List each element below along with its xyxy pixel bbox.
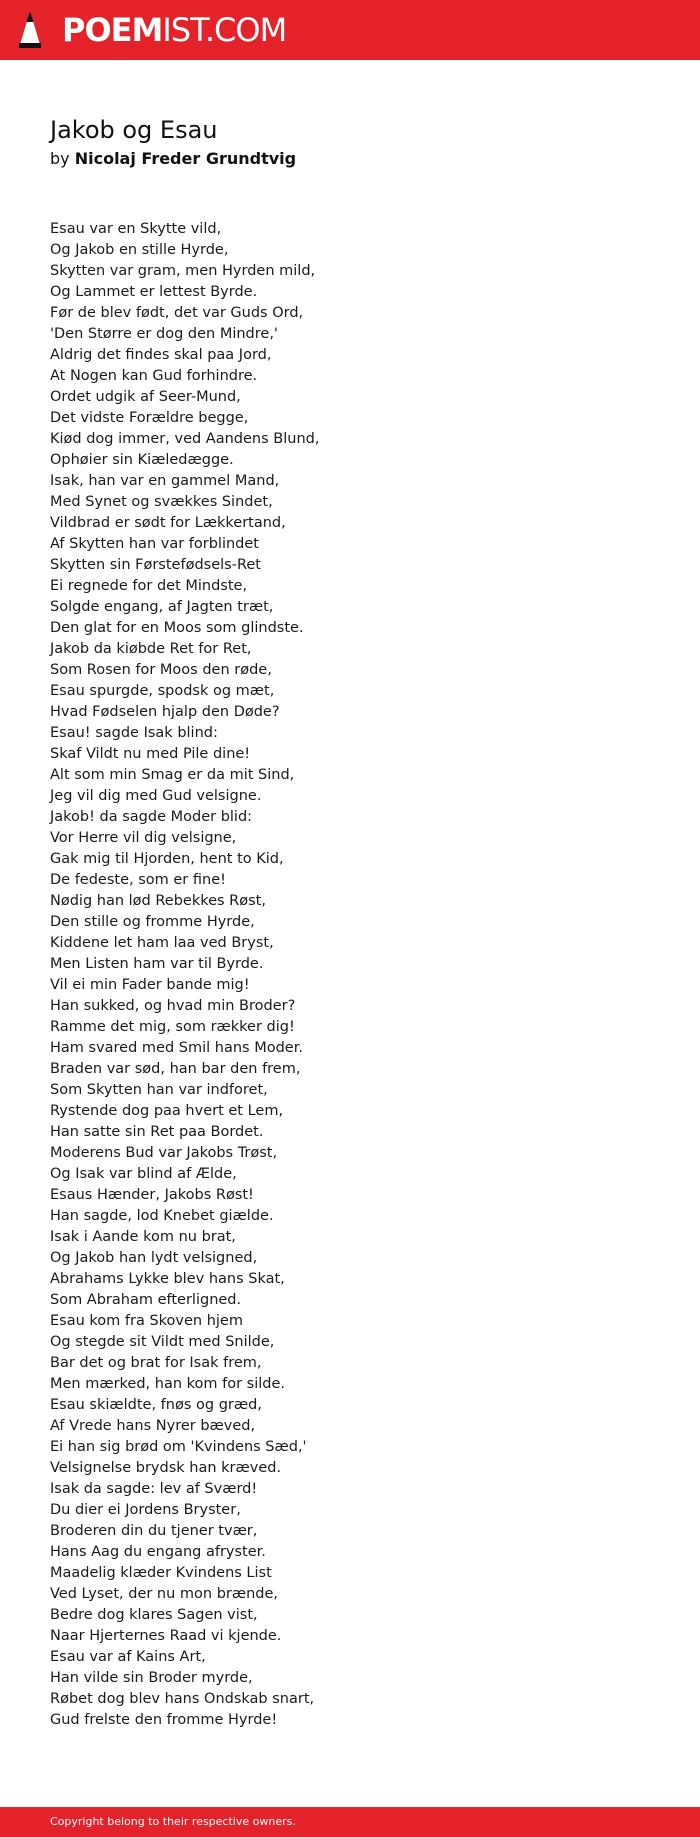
byline-label: by bbox=[50, 149, 70, 168]
poem-line: Esau var af Kains Art, bbox=[50, 1649, 206, 1665]
poem-title: Jakob og Esau bbox=[50, 116, 218, 144]
poem-line: Kiddene let ham laa ved Bryst, bbox=[50, 935, 274, 951]
poem-byline bbox=[50, 148, 296, 170]
poem-body bbox=[50, 219, 650, 1731]
poem-line: Vil ei min Fader bande mig! bbox=[50, 977, 250, 993]
poem-line: Det vidste Forældre begge, bbox=[50, 410, 249, 426]
poem-line: Isak i Aande kom nu brat, bbox=[50, 1229, 236, 1245]
poem-line: Bedre dog klares Sagen vist, bbox=[50, 1607, 258, 1623]
poem-line: Af Vrede hans Nyrer bæved, bbox=[50, 1418, 256, 1434]
poem-line: Ved Lyset, der nu mon brænde, bbox=[50, 1586, 279, 1602]
poem-line: Som Abraham efterligned. bbox=[50, 1292, 242, 1308]
poem-line: Med Synet og svækkes Sindet, bbox=[50, 494, 273, 510]
poem-line: Esau var en Skytte vild, bbox=[50, 221, 222, 237]
poem-line: Esau! sagde Isak blind: bbox=[50, 725, 218, 741]
poem-line: Braden var sød, han bar den frem, bbox=[50, 1061, 301, 1077]
poem-line: Som Rosen for Moos den røde, bbox=[50, 662, 272, 678]
poem-line: Skaf Vildt nu med Pile dine! bbox=[50, 746, 251, 762]
poem-line: De fedeste, som er fine! bbox=[50, 872, 226, 888]
site-footer bbox=[0, 1807, 700, 1837]
poem-line: Isak da sagde: lev af Sværd! bbox=[50, 1481, 258, 1497]
poem-line: Gud frelste den fromme Hyrde! bbox=[50, 1712, 278, 1728]
poem-line: Han satte sin Ret paa Bordet. bbox=[50, 1124, 264, 1140]
poem-line: Men Listen ham var til Byrde. bbox=[50, 956, 264, 972]
poem-line: Esaus Hænder, Jakobs Røst! bbox=[50, 1187, 254, 1203]
poem-line: Aldrig det findes skal paa Jord, bbox=[50, 347, 272, 363]
poem-line: Og Jakob han lydt velsigned, bbox=[50, 1250, 258, 1266]
poem-line: Bar det og brat for Isak frem, bbox=[50, 1355, 262, 1371]
poem-line: Du dier ei Jordens Bryster, bbox=[50, 1502, 241, 1518]
poem-line: Isak, han var en gammel Mand, bbox=[50, 473, 280, 489]
poem-line: Skytten var gram, men Hyrden mild, bbox=[50, 263, 316, 279]
poem-line: Naar Hjerternes Raad vi kjende. bbox=[50, 1628, 282, 1644]
poem-line: Maadelig klæder Kvindens List bbox=[50, 1565, 272, 1581]
poem-line: Og Isak var blind af Ælde, bbox=[50, 1166, 237, 1182]
poem-line: Han sukked, og hvad min Broder? bbox=[50, 998, 296, 1014]
poem-line: Han sagde, lod Knebet giælde. bbox=[50, 1208, 274, 1224]
poem-line: Hans Aag du engang afryster. bbox=[50, 1544, 266, 1560]
logo-text-strong: POEM bbox=[62, 11, 163, 49]
poem-line: Moderens Bud var Jakobs Trøst, bbox=[50, 1145, 278, 1161]
poem-line: Esau skiældte, fnøs og græd, bbox=[50, 1397, 262, 1413]
site-logo-text bbox=[62, 10, 286, 50]
poem-line: Hvad Fødselen hjalp den Døde? bbox=[50, 704, 280, 720]
poem-line: Ham svared med Smil hans Moder. bbox=[50, 1040, 303, 1056]
poem-line: Kiød dog immer, ved Aandens Blund, bbox=[50, 431, 320, 447]
poem-line: Jakob! da sagde Moder blid: bbox=[50, 809, 253, 825]
poem-line: Ramme det mig, som rækker dig! bbox=[50, 1019, 295, 1035]
poem-author: Nicolaj Freder Grundtvig bbox=[74, 149, 297, 168]
poem-line: Rystende dog paa hvert et Lem, bbox=[50, 1103, 284, 1119]
footer-copyright: Copyright belong to their respective owners. bbox=[50, 1815, 296, 1828]
poem-line: Nødig han lød Rebekkes Røst, bbox=[50, 893, 266, 909]
poem-line: Ei regnede for det Mindste, bbox=[50, 578, 248, 594]
poem-line: Men mærked, han kom for silde. bbox=[50, 1376, 286, 1392]
poem-line: Vor Herre vil dig velsigne, bbox=[50, 830, 237, 846]
poem-line: Før de blev født, det var Guds Ord, bbox=[50, 305, 304, 321]
poem-line: Og stegde sit Vildt med Snilde, bbox=[50, 1334, 275, 1350]
poem-line: Jeg vil dig med Gud velsigne. bbox=[50, 788, 262, 804]
poem-line: Og Lammet er lettest Byrde. bbox=[50, 284, 258, 300]
poem-line: 'Den Større er dog den Mindre,' bbox=[50, 326, 278, 342]
poem-line: Han vilde sin Broder myrde, bbox=[50, 1670, 253, 1686]
pencil-tip-icon bbox=[18, 10, 42, 50]
poem-line: Som Skytten han var indforet, bbox=[50, 1082, 268, 1098]
poem-line: Af Skytten han var forblindet bbox=[50, 536, 259, 552]
poem-line: Solgde engang, af Jagten træt, bbox=[50, 599, 274, 615]
poem-line: Den stille og fromme Hyrde, bbox=[50, 914, 255, 930]
poem-line: Ei han sig brød om 'Kvindens Sæd,' bbox=[50, 1439, 307, 1455]
poem-line: Ordet udgik af Seer-Mund, bbox=[50, 389, 241, 405]
poem-line: At Nogen kan Gud forhindre. bbox=[50, 368, 258, 384]
poem-line: Broderen din du tjener tvær, bbox=[50, 1523, 258, 1539]
site-header bbox=[0, 0, 700, 60]
poem-line: Den glat for en Moos som glindste. bbox=[50, 620, 304, 636]
poem-line: Gak mig til Hjorden, hent to Kid, bbox=[50, 851, 284, 867]
logo-text-light: IST.COM bbox=[162, 11, 287, 49]
poem-line: Alt som min Smag er da mit Sind, bbox=[50, 767, 295, 783]
poem-line: Ophøier sin Kiæledægge. bbox=[50, 452, 234, 468]
poem-line: Velsignelse brydsk han kræved. bbox=[50, 1460, 282, 1476]
poem-line: Og Jakob en stille Hyrde, bbox=[50, 242, 229, 258]
poem-line: Esau kom fra Skoven hjem bbox=[50, 1313, 243, 1329]
poem-line: Skytten sin Førstefødsels-Ret bbox=[50, 557, 261, 573]
poem-line: Jakob da kiøbde Ret for Ret, bbox=[50, 641, 252, 657]
site-logo-link[interactable] bbox=[18, 10, 286, 50]
poem-line: Esau spurgde, spodsk og mæt, bbox=[50, 683, 275, 699]
poem-line: Røbet dog blev hans Ondskab snart, bbox=[50, 1691, 315, 1707]
poem-line: Vildbrad er sødt for Lækkertand, bbox=[50, 515, 286, 531]
poem-line: Abrahams Lykke blev hans Skat, bbox=[50, 1271, 285, 1287]
